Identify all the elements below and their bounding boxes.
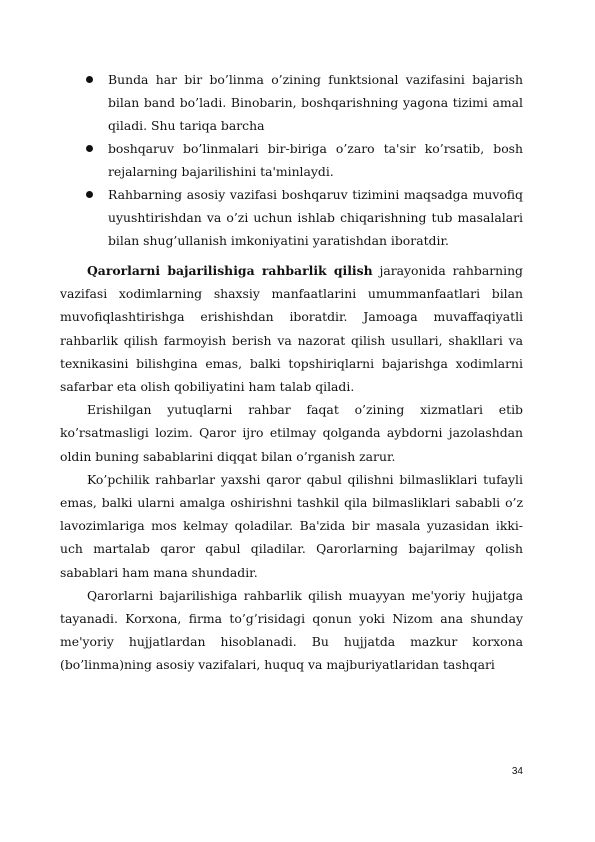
bullet-list <box>86 68 523 252</box>
bullet-dot-icon <box>86 191 93 198</box>
paragraph: Erishilgan yutuqlarni rahbar faqat o’zining xizmatlari etib ko’rsatmasligi lozim. Qaror ijro etilmay qolganda aybdorni jazolashdan oldin buning sabablarini diqqat bilan o’rganish zarur. <box>60 402 523 464</box>
paragraph: Ko’pchilik rahbarlar yaxshi qaror qabul qilishni bilmasliklari tufayli emas, balki ularni amalga oshirishni tashkil qila bilmasliklari sababli o’z lavozimlariga mos kelmay qoladilar. Ba'zida bir masala yuzasidan ikki-uch martalab qaror qabul qiladilar. Qarorlarning bajarilmay qolish sabablari ham mana shundadir. <box>60 471 523 580</box>
paragraph: Qarorlarni bajarilishiga rahbarlik qilish muayyan me'yoriy hujjatga tayanadi. Korxona, firma to’g’risidagi qonun yoki Nizom ana shunday me'yoriy hujjatlardan hisoblanadi. Bu hujjatda mazkur korxona (bo’linma)ning asosiy vazifalari, huquq va majburiyatlaridan tashqari <box>60 587 523 673</box>
bullet-dot-icon <box>86 145 93 152</box>
paragraph <box>60 259 523 398</box>
bold-term: Qarorlarni bajarilishiga rahbarlik qilish <box>87 263 373 278</box>
list-item <box>86 68 523 137</box>
body-text <box>60 259 523 677</box>
list-item <box>86 183 523 252</box>
bullet-dot-icon <box>86 76 93 83</box>
list-item <box>86 137 523 183</box>
bullet-text: Bunda har bir bo’linma o’zining funktsional vazifasini bajarish bilan band bo’ladi. Binobarin, boshqarishning yagona tizimi amal qiladi. Shu tariqa barcha <box>108 72 523 133</box>
page-number: 34 <box>511 766 523 777</box>
paragraph-text: jarayonida rahbarning vazifasi xodimlarning shaxsiy manfaatlarini umummanfaatlari bilan muvofiqlashtirishga erishishdan iboratdir. Jamoaga muvaffaqiyatli rahbarlik qilish farmoyish berish va nazorat qilish usullari, shakllari va texnikasini bilishgina emas, balki topshiriqlarni bajarishga xodimlarni safarbar eta olish qobiliyatini ham talab qiladi. <box>60 263 523 395</box>
bullet-text: Rahbarning asosiy vazifasi boshqaruv tizimini maqsadga muvofiq uyushtirishdan va o’zi uchun ishlab chiqarishning tub masalalari bilan shug’ullanish imkoniyatini yaratishdan iboratdir. <box>108 187 523 248</box>
bullet-text: boshqaruv bo’linmalari bir-biriga o’zaro ta'sir ko’rsatib, bosh rejalarning bajarilishini ta'minlaydi. <box>108 141 523 179</box>
